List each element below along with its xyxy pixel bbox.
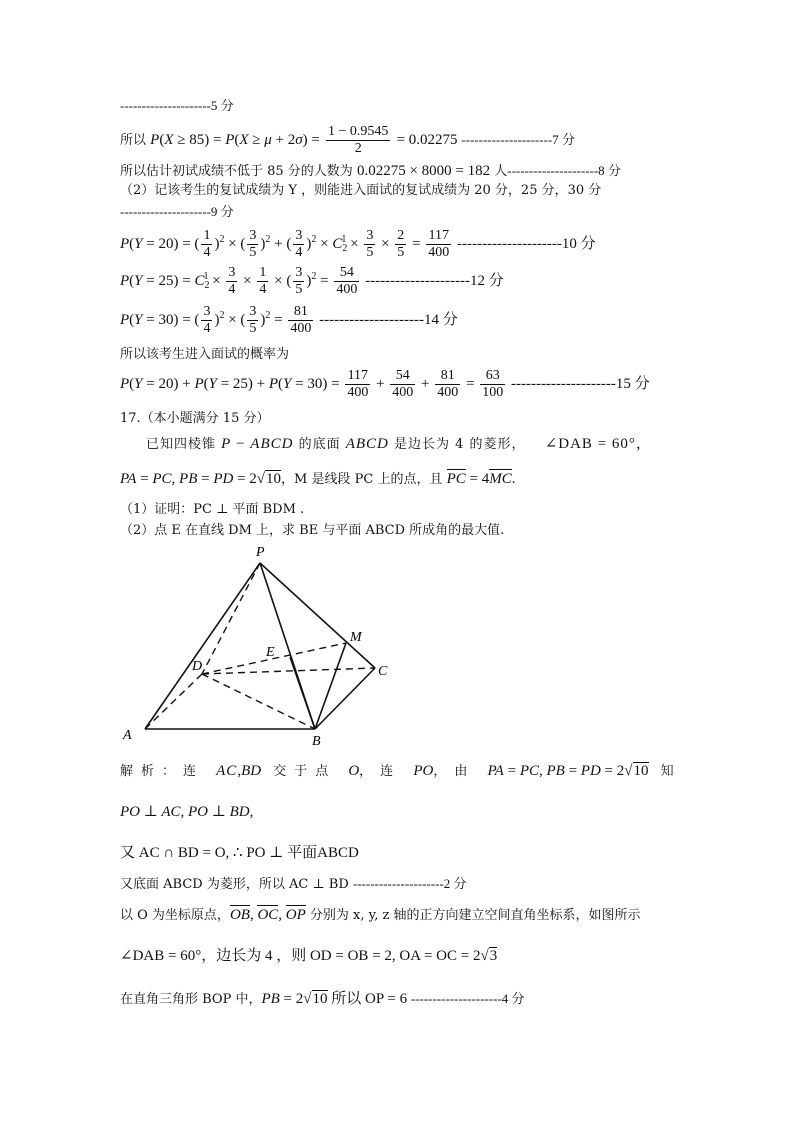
sol-line5: 以 O 为坐标原点，OB, OC, OP 分别为 x, y, z 轴的正方向建立空间直角坐标系，如图所示 bbox=[120, 907, 641, 923]
label-B: B bbox=[312, 734, 321, 749]
part2-intro: （2）记该考生的复试成绩为 Y ，则能进入面试的复试成绩为 20 分，25 分，30 分 bbox=[120, 183, 602, 198]
estimate-line bbox=[120, 162, 621, 180]
sol-line4: 又底面 ABCD 为菱形，所以 AC ⊥ BD ---------------------2 分 bbox=[120, 876, 467, 892]
q17-part1: （1）证明：PC ⊥ 平面 BDM . bbox=[120, 502, 305, 517]
score-line-9: ---------------------9 分 bbox=[120, 204, 234, 219]
py25-line: $P(Y = 25) = C_2^1$ × $\frac{3}{4}$ × $\frac{1}{4}$ × ( $\frac{3}{5}$ )$^2$ = $\frac{54}{400}$ ---------------------12 分 bbox=[120, 265, 504, 298]
label-D: D bbox=[192, 659, 203, 674]
score-line-12: ---------------------12 分 bbox=[365, 273, 504, 290]
label-M: M bbox=[350, 630, 362, 645]
sol-line7: 在直角三角形 BOP 中，PB = 2√10 所以 OP = 6 ---------------------4 分 bbox=[120, 991, 525, 1007]
sol-line1: 解析：连 AC,BD 交于点 O，连 PO，由 PA = PC, PB = PD = 2√10 知 bbox=[120, 763, 682, 779]
q17-title: 17.（本小题满分 15 分） bbox=[120, 411, 270, 426]
py30-result: $\frac{81}{400}$ bbox=[290, 304, 312, 337]
estimate-expr: 0.02275 × 8000 = 182 bbox=[356, 163, 491, 179]
px85-expr: P(X ≥ 85) = P(X ≥ μ + 2σ) = bbox=[150, 132, 320, 149]
q17-line2: PA = PC, PB = PD = 2√10，M 是线段 PC 上的点，且 PC = 4MC. bbox=[120, 471, 516, 487]
sol-line2: PO ⊥ AC, PO ⊥ BD, bbox=[120, 804, 254, 820]
estimate-unit: 人 bbox=[490, 164, 508, 179]
q17-part2: （2）点 E 在直线 DM 上，求 BE 与平面 ABCD 所成角的最大值. bbox=[120, 523, 505, 538]
px85-line bbox=[120, 124, 575, 157]
score-line-5: ---------------------5 分 bbox=[120, 98, 234, 113]
score-line-10: ---------------------10 分 bbox=[457, 236, 596, 253]
score-line-8: ---------------------8 分 bbox=[507, 163, 621, 178]
px85-fraction: $\frac{1 - 0.9545}{2}$ bbox=[328, 124, 389, 157]
label-P: P bbox=[256, 545, 265, 560]
py25-result: $\frac{54}{400}$ bbox=[336, 265, 358, 298]
px85-result: = 0.02275 bbox=[396, 132, 462, 149]
score-line-15: ---------------------15 分 bbox=[510, 376, 650, 393]
px85-prefix: 所以 bbox=[120, 133, 147, 149]
ptotal-line: P(Y = 20) + P(Y = 25) + P(Y = 30) = $\frac{117}{400}$ + $\frac{54}{400}$ + $\frac{81}{400}$ = $\frac{63}{100}$ ---------------------15 分 bbox=[120, 368, 650, 401]
sol-line3: 又 AC ∩ BD = O, ∴ PO ⊥ 平面ABCD bbox=[120, 845, 359, 861]
sol-line6: ∠DAB = 60°，边长为 4 ，则 OD = OB = 2, OA = OC = 2√3 bbox=[120, 948, 498, 964]
estimate-text: 所以估计初试成绩不低于 85 分的人数为 bbox=[120, 164, 357, 179]
py20-result: $\frac{117}{400}$ bbox=[428, 228, 450, 261]
py30-line: P(Y = 30) = ( $\frac{3}{4}$ )$^2$ × ( $\frac{3}{5}$ )$^2$ = $\frac{81}{400}$ ---------------------14 分 bbox=[120, 304, 458, 337]
q17-line1: 已知四棱锥 P − ABCD 的底面 ABCD 是边长为 4 的菱形， ∠DAB = 60°， bbox=[146, 436, 652, 452]
score-line-7: ---------------------7 分 bbox=[461, 132, 575, 148]
label-E: E bbox=[266, 645, 275, 660]
py20-line: P(Y = 20) = ( $\frac{1}{4}$ )$^2$ × ( $\frac{3}{5}$ )$^2$ + ( $\frac{3}{4}$ )$^2 \times C_2^1$ × $\frac{3}{5}$ × $\frac{2}{5}$ = $\frac{117}{400}$ ---------------------10 分 bbox=[120, 228, 596, 261]
label-A: A bbox=[123, 728, 132, 743]
pyramid-figure bbox=[110, 540, 410, 750]
prob-intro: 所以该考生进入面试的概率为 bbox=[120, 347, 290, 362]
score-line-14: ---------------------14 分 bbox=[319, 312, 458, 329]
label-C: C bbox=[378, 664, 388, 679]
